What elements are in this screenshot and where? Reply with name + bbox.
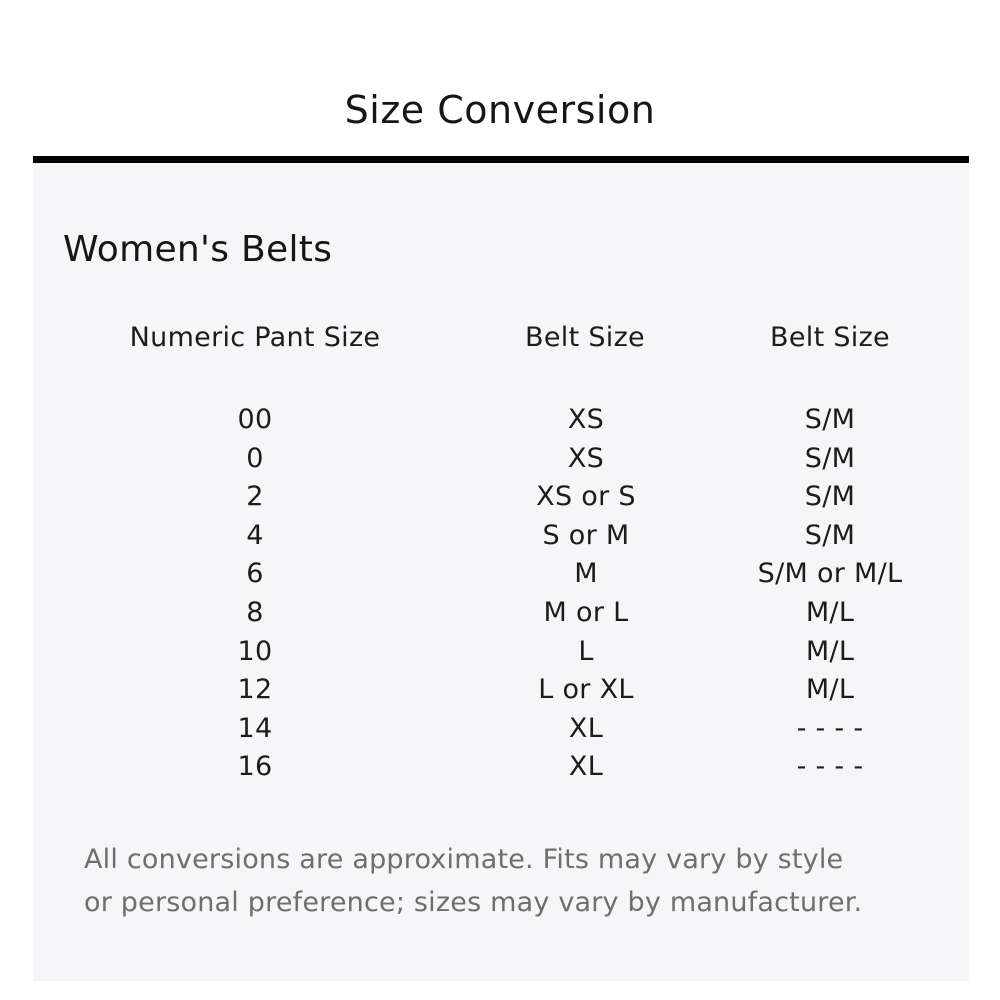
belt-size-cell: M or L xyxy=(543,596,629,628)
table-row xyxy=(0,555,1000,594)
belt-size-alt-cell: S/M xyxy=(804,404,856,435)
pant-size-cell: 16 xyxy=(237,751,273,783)
belt-size-alt-cell: M/L xyxy=(805,674,855,706)
belt-size-cell: XS xyxy=(567,404,605,435)
belt-size-cell: XS xyxy=(567,442,605,474)
disclaimer-footnote xyxy=(84,838,944,924)
table-row xyxy=(0,517,1000,556)
page-title: Size Conversion xyxy=(344,88,656,132)
table-row xyxy=(0,478,1000,517)
pant-size-cell: 8 xyxy=(246,596,264,628)
pant-size-cell: 14 xyxy=(237,712,273,744)
belt-size-cell: L xyxy=(578,635,594,667)
belt-size-cell: XL xyxy=(568,712,604,744)
table-row xyxy=(0,440,1000,479)
pant-size-cell: 0 xyxy=(246,442,264,474)
belt-size-cell: M xyxy=(574,558,598,590)
table-row xyxy=(0,633,1000,672)
belt-size-cell: XS or S xyxy=(536,481,636,513)
belt-size-alt-cell: - - - - xyxy=(796,712,864,744)
belt-size-alt-cell: S/M xyxy=(804,519,856,551)
belt-size-alt-cell: M/L xyxy=(805,596,855,628)
belt-size-alt-cell: S/M xyxy=(804,481,856,513)
pant-size-cell: 6 xyxy=(246,558,264,590)
table-row xyxy=(0,594,1000,633)
disclaimer-line-1: All conversions are approximate. Fits may vary by style xyxy=(84,844,844,875)
pant-size-cell: 12 xyxy=(237,674,273,706)
disclaimer-line-2: or personal preference; sizes may vary by manufacturer. xyxy=(84,887,863,918)
belt-size-cell: XL xyxy=(568,751,604,783)
table-row xyxy=(0,401,1000,440)
belt-size-alt-cell: M/L xyxy=(805,635,855,667)
table-row xyxy=(0,748,1000,787)
size-table-body xyxy=(0,401,1000,787)
pant-size-cell: 10 xyxy=(237,635,273,667)
column-header-belt-size-alt: Belt Size xyxy=(770,322,890,353)
title-divider xyxy=(33,156,969,163)
belt-size-alt-cell: S/M xyxy=(804,442,856,474)
belt-size-alt-cell: - - - - xyxy=(796,751,864,783)
table-row xyxy=(0,710,1000,749)
table-row xyxy=(0,671,1000,710)
section-title: Women's Belts xyxy=(63,229,333,270)
belt-size-alt-cell: S/M or M/L xyxy=(757,558,903,590)
pant-size-cell: 2 xyxy=(246,481,264,513)
pant-size-cell: 00 xyxy=(237,404,273,435)
column-header-belt-size: Belt Size xyxy=(525,322,645,353)
pant-size-cell: 4 xyxy=(246,519,264,551)
belt-size-cell: S or M xyxy=(542,519,630,551)
belt-size-cell: L or XL xyxy=(538,674,634,706)
column-header-numeric-pant-size: Numeric Pant Size xyxy=(129,322,381,353)
